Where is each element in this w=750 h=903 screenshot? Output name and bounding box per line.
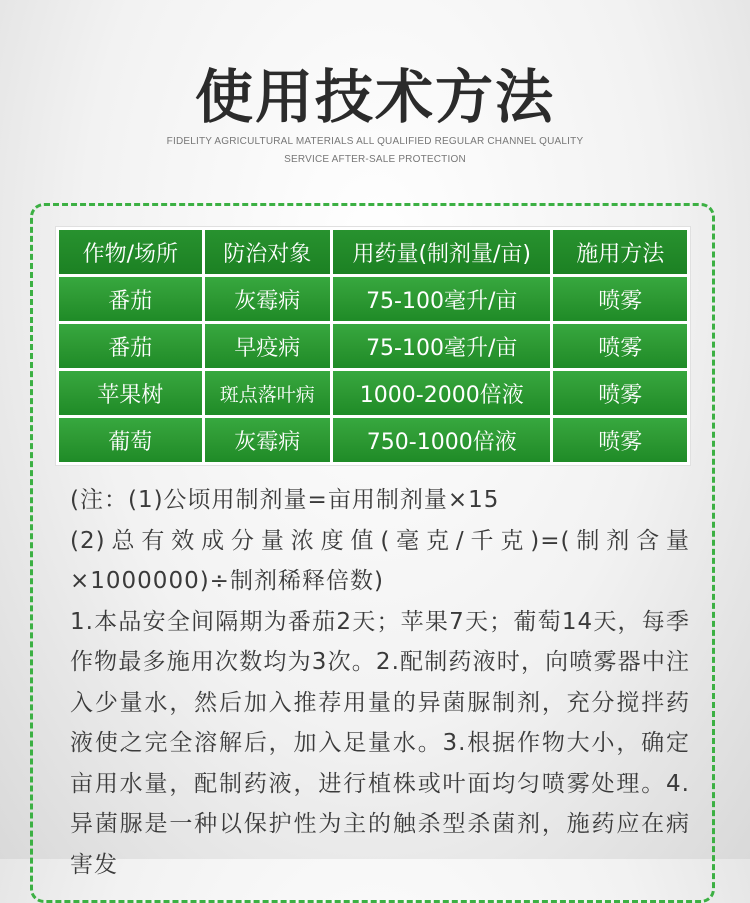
- cell-method: 喷雾: [553, 418, 687, 462]
- cell-target: 灰霉病: [205, 277, 330, 321]
- table-row: [59, 324, 687, 368]
- cell-method: 喷雾: [553, 324, 687, 368]
- cell-target: 早疫病: [205, 324, 330, 368]
- cell-crop: 番茄: [59, 324, 202, 368]
- cell-dosage: 1000-2000倍液: [333, 371, 550, 415]
- header-dosage: 用药量(制剂量/亩): [333, 230, 550, 274]
- note-concentration-formula: (2)总有效成分量浓度值(毫克/千克)=(制剂含量×1000000)÷制剂稀释倍数): [70, 527, 690, 594]
- header-method: 施用方法: [553, 230, 687, 274]
- cell-method: 喷雾: [553, 277, 687, 321]
- header-crop: 作物/场所: [59, 230, 202, 274]
- cell-crop: 番茄: [59, 277, 202, 321]
- cell-dosage: 75-100毫升/亩: [333, 324, 550, 368]
- cell-target: 灰霉病: [205, 418, 330, 462]
- table-row: [59, 371, 687, 415]
- subtitle-line-1: FIDELITY AGRICULTURAL MATERIALS ALL QUALIFIED REGULAR CHANNEL QUALITY: [166, 136, 584, 147]
- table-row: [59, 277, 687, 321]
- table-header-row: [59, 230, 687, 274]
- usage-notes: [70, 480, 690, 885]
- page-title: 使用技术方法: [194, 63, 555, 131]
- cell-method: 喷雾: [553, 371, 687, 415]
- cell-dosage: 75-100毫升/亩: [333, 277, 550, 321]
- cell-target: 斑点落叶病: [205, 371, 330, 415]
- header-target: 防治对象: [205, 230, 330, 274]
- table-row: [59, 418, 687, 462]
- note-hectare-conversion: (注：(1)公顷用制剂量=亩用制剂量×15: [70, 487, 500, 513]
- usage-instructions: 1.本品安全间隔期为番茄2天；苹果7天；葡萄14天，每季作物最多施用次数均为3次。2.配制药液时，向喷雾器中注入少量水，然后加入推荐用量的异菌脲制剂，充分搅拌药液使之完全溶解后，加入足量水。3.根据作物大小，确定亩用水量，配制药液，进行植株或叶面均匀喷雾处理。4.异菌脲是一种以保护性为主的触杀型杀菌剂，施药应在病害发: [70, 608, 690, 878]
- cell-dosage: 750-1000倍液: [333, 418, 550, 462]
- subtitle-line-2: SERVICE AFTER-SALE PROTECTION: [284, 154, 466, 165]
- cell-crop: 葡萄: [59, 418, 202, 462]
- header: [0, 0, 750, 200]
- dosage-table: [55, 226, 691, 466]
- cell-crop: 苹果树: [59, 371, 202, 415]
